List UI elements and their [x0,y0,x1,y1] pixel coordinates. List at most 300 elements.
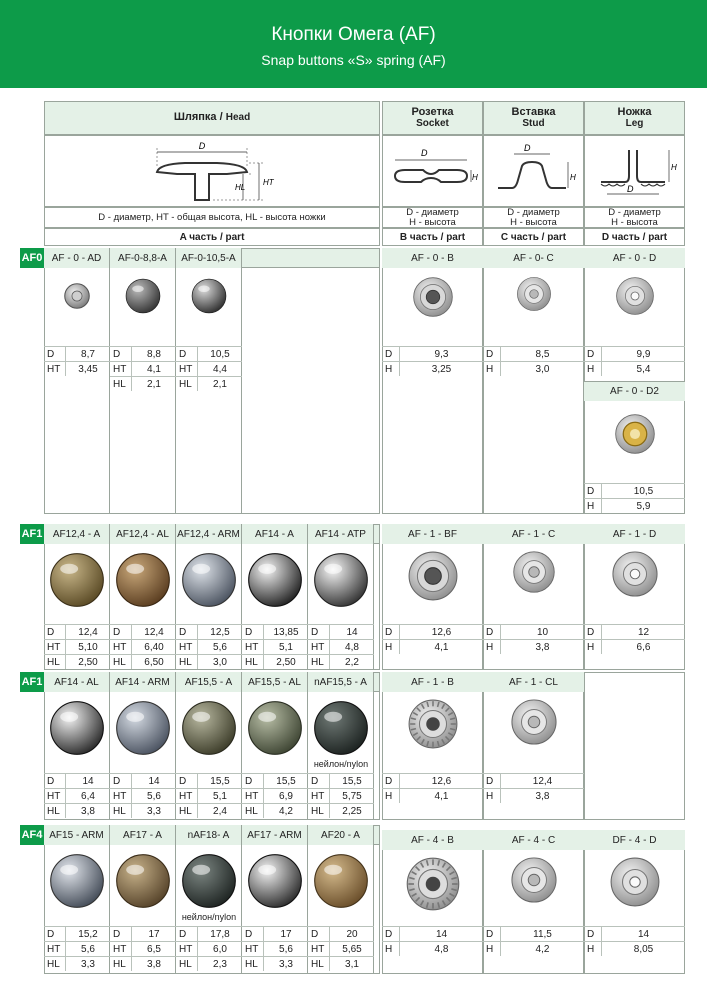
spec-value: 2,3 [213,958,227,970]
spec-key: D [382,347,400,361]
spec-key: HL [44,655,66,669]
spec-value: 2,25 [342,805,362,817]
spec-row-d [44,624,110,639]
spec-value: 3,45 [78,363,98,375]
leg-column-header: Ножка Leg [584,101,685,135]
leg-spec-h [584,941,685,956]
spec-key: D [308,774,330,788]
spec-key: D [176,774,198,788]
spec-value: 3,0 [535,363,550,375]
spec-value: 17,8 [210,928,230,940]
spec-row-ht [308,639,374,654]
spec-value: 5,6 [279,943,293,955]
spec-value: 2,4 [213,805,227,817]
spec-key: H [584,499,602,513]
spec-value: 2,1 [213,378,227,390]
spec-row-ht [110,639,176,654]
spec-value: 14 [637,928,650,940]
leg-dim-d-label: D [627,184,634,194]
leg-code: DF - 4 - D [584,830,685,850]
spec-value: 6,4 [81,790,95,802]
spec-value: 12,4 [144,626,164,638]
head-code: AF15,5 - AL [242,672,308,692]
leg2-code: AF - 0 - D2 [584,381,685,401]
stud-spec-h [483,361,584,376]
spec-value: 8,8 [147,348,161,360]
spec-row-hl [242,654,308,669]
spec-key: HT [110,789,132,803]
stud-code: AF - 4 - C [483,830,584,850]
spec-value: 13,85 [273,626,299,638]
spec-value: 2,50 [276,656,296,668]
spec-value: 12,6 [431,626,452,638]
spec-key: HT [308,789,330,803]
spec-row-ht [44,788,110,803]
spec-row-ht [176,639,242,654]
spec-value: 3,3 [81,958,95,970]
spec-row-d [176,926,242,941]
head-part-label: A часть / part [44,228,380,246]
spec-row-ht [176,361,242,376]
socket-spec-d [382,624,483,639]
spec-value: 8,5 [535,348,550,360]
spec-row-d [308,624,374,639]
spec-key: HT [110,640,132,654]
spec-key: D [483,625,501,639]
spec-key: H [382,942,400,956]
spec-row-d [242,773,308,788]
spec-key: HT [242,789,264,803]
stud-diagram [483,135,584,207]
socket-part-label: B часть / part [382,228,483,246]
spec-value: 4,1 [147,363,161,375]
stud-code: AF - 1 - C [483,524,584,544]
spec-row-d [176,773,242,788]
leg2-spec-d [584,483,685,498]
leg-spec-h [584,361,685,376]
leg-description: D - диаметр H - высота [584,207,685,228]
spec-value: 6,0 [213,943,227,955]
socket-dim-d-label: D [421,148,428,158]
spec-row-ht [44,361,110,376]
spec-value: 20 [346,928,358,940]
leg-code: AF - 0 - D [584,248,685,268]
button-head-image [181,552,237,608]
spec-row-ht [176,941,242,956]
spec-value: 2,2 [345,656,359,668]
socket-spec-d [382,926,483,941]
spec-value: 15,5 [342,775,362,787]
socket-image [407,550,459,602]
socket-spec-d [382,346,483,361]
spec-value: 3,3 [147,805,161,817]
spec-value: 12 [637,626,650,638]
spec-value: 6,6 [636,641,651,653]
spec-key: HL [110,377,132,391]
button-head-image [49,552,105,608]
dim-d-label: D [198,141,206,151]
spec-value: 3,1 [345,958,359,970]
spec-value: 17 [148,928,160,940]
stud-image [510,698,558,746]
spec-value: 10 [536,626,549,638]
spec-key: HL [176,957,198,971]
socket-image [407,698,459,750]
head-code: AF14 - ATP [308,524,374,544]
spec-value: 5,65 [342,943,362,955]
leg-spec-d [584,926,685,941]
head-code: AF14 - ARM [110,672,176,692]
spec-value: 3,0 [213,656,227,668]
leg-part-label: D часть / part [584,228,685,246]
spec-key: HT [176,362,198,376]
spec-row-ht [110,788,176,803]
spec-key: HT [242,640,264,654]
section-tag: AF0 [20,248,44,268]
head-code: AF - 0 - AD [44,248,110,268]
socket-dim-h-label: H [472,173,478,182]
spec-value: 8,05 [633,943,654,955]
page-header [0,0,707,88]
spec-value: 5,6 [147,790,161,802]
spec-value: 3,25 [431,363,452,375]
spec-key: HT [44,789,66,803]
spec-value: 4,1 [434,641,449,653]
head-diagram [44,135,380,207]
spec-row-hl [110,654,176,669]
spec-row-ht [242,788,308,803]
spec-row-hl [110,803,176,818]
spec-key: HL [242,957,264,971]
spec-value: 4,1 [434,790,449,802]
spec-key: D [176,927,198,941]
nylon-note: нейлон/nylon [313,759,369,769]
spec-value: 10,5 [210,348,230,360]
spec-key: HT [242,942,264,956]
button-head-image [247,853,303,909]
spec-value: 4,8 [345,641,359,653]
spec-value: 3,8 [81,805,95,817]
head-code: AF-0-10,5-A [176,248,242,268]
head-code: nAF15,5 - A [308,672,374,692]
stud-spec-d [483,624,584,639]
leg-diagram [584,135,685,207]
leg-image [611,550,659,598]
socket-spec-h [382,361,483,376]
stud-dim-h-label: H [570,173,576,182]
socket-image [405,856,461,912]
spec-key: HL [110,957,132,971]
spec-row-d [176,346,242,361]
spec-key: HT [308,942,330,956]
spec-row-hl [176,803,242,818]
spec-row-d [110,926,176,941]
section-tag: AF4 [20,825,44,845]
spec-key: HL [308,957,330,971]
spec-value: 5,6 [213,641,227,653]
socket-spec-h [382,941,483,956]
head-code: AF17 - ARM [242,825,308,845]
dim-hl-label: HL [235,183,246,192]
spec-key: D [382,774,400,788]
spec-value: 14 [435,928,448,940]
button-head-image [247,700,303,756]
stud-image [516,276,552,312]
spec-row-d [110,346,176,361]
button-head-image [49,700,105,756]
spec-value: 3,8 [535,641,550,653]
spec-value: 5,9 [636,500,651,512]
spec-value: 9,9 [636,348,651,360]
leg2-spec-h [584,498,685,513]
spec-value: 3,8 [147,958,161,970]
spec-value: 4,2 [535,943,550,955]
spec-row-ht [308,941,374,956]
spec-key: D [110,774,132,788]
spec-key: D [308,625,330,639]
head-code: AF17 - A [110,825,176,845]
stud-code: AF - 1 - CL [483,672,584,692]
spec-key: D [308,927,330,941]
spec-key: D [584,927,602,941]
spec-key: HT [110,942,132,956]
spec-value: 2,50 [78,656,98,668]
spec-value: 15,5 [210,775,230,787]
stud-code: AF - 0- C [483,248,584,268]
socket-code: AF - 1 - BF [382,524,483,544]
head-code: AF14 - AL [44,672,110,692]
head-code: AF12,4 - AL [110,524,176,544]
spec-key: H [382,640,400,654]
spec-row-hl [242,956,308,971]
spec-row-hl [176,956,242,971]
socket-spec-d [382,773,483,788]
spec-key: HL [176,377,198,391]
spec-value: 2,1 [147,378,161,390]
spec-key: D [483,927,501,941]
head-code: AF12,4 - A [44,524,110,544]
spec-key: D [483,774,501,788]
socket-spec-h [382,639,483,654]
spec-row-d [110,773,176,788]
socket-code: AF - 4 - B [382,830,483,850]
button-head-image [115,552,171,608]
button-head-image [313,853,369,909]
spec-key: HT [44,640,66,654]
spec-value: 5,1 [279,641,293,653]
spec-key: D [44,625,66,639]
spec-value: 10,5 [633,485,654,497]
socket-image [412,276,454,318]
spec-value: 3,8 [535,790,550,802]
button-head-image [115,853,171,909]
spec-key: D [584,625,602,639]
section-tag: AF1 [20,672,44,692]
socket-diagram [382,135,483,207]
spec-key: HT [110,362,132,376]
button-head-image [49,853,105,909]
spec-key: H [382,789,400,803]
spec-key: D [44,774,66,788]
spec-key: HL [110,804,132,818]
head-code: AF15 - ARM [44,825,110,845]
spec-row-hl [44,956,110,971]
spec-key: H [584,362,602,376]
spec-key: D [110,927,132,941]
spec-key: D [110,625,132,639]
nylon-note: нейлон/nylon [181,912,237,922]
spec-key: D [382,625,400,639]
leg-image [609,856,661,908]
stud-spec-h [483,941,584,956]
spec-key: H [584,942,602,956]
spec-row-hl [242,803,308,818]
stud-head-image [59,278,95,314]
spec-row-d [44,773,110,788]
page-title: Кнопки Омега (AF) [271,24,436,45]
spec-row-ht [110,941,176,956]
spec-value: 9,3 [434,348,449,360]
button-head-image [191,278,227,314]
spec-key: D [242,774,264,788]
section-tag: AF1 [20,524,44,544]
spec-key: D [44,927,66,941]
spec-row-d [110,624,176,639]
stud-spec-h [483,639,584,654]
leg-dim-h-label: H [671,163,677,172]
spec-value: 12,4 [78,626,98,638]
button-head-image [313,552,369,608]
head-code: AF20 - A [308,825,374,845]
spec-value: 17 [280,928,292,940]
spec-row-ht [242,639,308,654]
spec-key: D [44,347,66,361]
spec-key: HL [110,655,132,669]
spec-row-hl [308,803,374,818]
leg-image [615,276,655,316]
spec-row-ht [308,788,374,803]
socket-description: D - диаметр H - высота [382,207,483,228]
spec-value: 3,3 [279,958,293,970]
spec-value: 15,5 [276,775,296,787]
spec-row-d [242,926,308,941]
stud-spec-d [483,773,584,788]
leg2-image [614,413,656,455]
button-head-image [115,700,171,756]
spec-key: HT [176,789,198,803]
spec-value: 14 [82,775,94,787]
spec-row-d [44,346,110,361]
spec-value: 12,5 [210,626,230,638]
spec-value: 5,1 [213,790,227,802]
head-code: AF15,5 - A [176,672,242,692]
spec-key: D [382,927,400,941]
spec-row-hl [308,654,374,669]
button-head-image [181,700,237,756]
spec-key: D [242,927,264,941]
spec-key: HT [176,640,198,654]
spec-key: H [483,362,501,376]
spec-key: HL [308,804,330,818]
leg-column [584,672,685,820]
spec-value: 8,7 [81,348,95,360]
spec-value: 5,75 [342,790,362,802]
spec-key: HL [176,804,198,818]
stud-spec-d [483,926,584,941]
stud-spec-d [483,346,584,361]
spec-value: 15,2 [78,928,98,940]
spec-value: 12,6 [431,775,452,787]
leg-spec-d [584,624,685,639]
button-head-image [313,700,369,756]
spec-value: 4,4 [213,363,227,375]
spec-row-ht [176,788,242,803]
spec-value: 12,4 [532,775,553,787]
socket-code: AF - 1 - B [382,672,483,692]
leg-spec-h [584,639,685,654]
spec-value: 4,8 [434,943,449,955]
page-subtitle: Snap buttons «S» spring (AF) [261,52,446,68]
spec-key: H [382,362,400,376]
spec-row-hl [176,654,242,669]
stud-part-label: C часть / part [483,228,584,246]
spec-key: D [584,347,602,361]
spec-key: D [242,625,264,639]
spec-value: 14 [346,626,358,638]
spec-row-d [242,624,308,639]
socket-spec-h [382,788,483,803]
spec-value: 4,2 [279,805,293,817]
spec-key: H [483,942,501,956]
spec-value: 11,5 [533,928,552,940]
spec-key: D [584,484,602,498]
spec-key: D [176,347,198,361]
dim-ht-label: HT [263,178,274,187]
spec-row-hl [110,376,176,391]
spec-key: HT [176,942,198,956]
spec-row-hl [176,376,242,391]
spec-key: HL [242,804,264,818]
spec-value: 6,40 [144,641,164,653]
spec-key: D [176,625,198,639]
spec-row-d [176,624,242,639]
head-description: D - диаметр, HT - общая высота, HL - высота ножки [44,207,380,228]
stud-column-header: Вставка Stud [483,101,584,135]
spec-key: HL [44,957,66,971]
stud-spec-h [483,788,584,803]
spec-value: 14 [148,775,160,787]
spec-row-hl [110,956,176,971]
spec-row-ht [242,941,308,956]
button-head-image [125,278,161,314]
spec-key: D [110,347,132,361]
spec-row-d [44,926,110,941]
head-code: AF12,4 - ARM [176,524,242,544]
leg-code: AF - 1 - D [584,524,685,544]
spec-value: 6,5 [147,943,161,955]
spec-key: HL [308,655,330,669]
spec-row-d [308,926,374,941]
button-head-image [247,552,303,608]
spec-key: H [483,789,501,803]
spec-row-hl [44,654,110,669]
spec-value: 6,50 [144,656,164,668]
spec-key: HL [44,804,66,818]
spec-key: HT [44,942,66,956]
leg-spec-d [584,346,685,361]
stud-image [512,550,556,594]
spec-key: HL [242,655,264,669]
